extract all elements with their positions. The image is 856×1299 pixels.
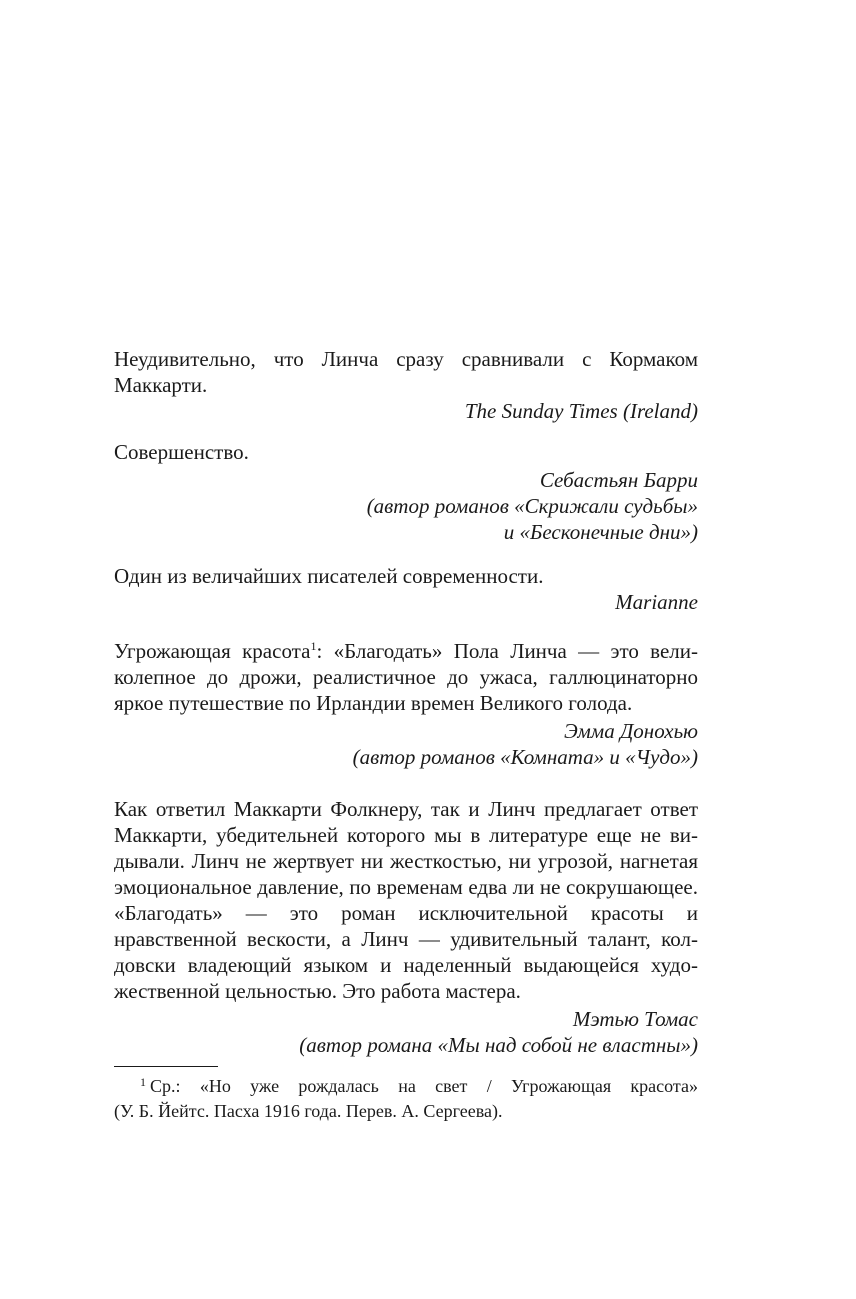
quote-3 [114,563,698,615]
footnote: 1 Ср.: «Но уже рождалась на свет / Угрожающая красота» (У. Б. Йейтс. Пасха 1916 года. Перев. А. Сергеева). [114,1074,698,1124]
quote-text [114,638,698,716]
quote-attribution [114,589,698,615]
footnote-line-1: Ср.: «Но уже рождалась на свет / Угрожающая красота» [150,1076,698,1096]
attribution-author: Мэтью Томас [572,1007,698,1031]
footnote-reference[interactable]: 1 [310,639,317,653]
quote-text: Как ответил Маккарти Фолкнеру, так и Линч предлагает ответ Маккарти, убедительней которого мы в литературе еще не видывали. Линч не жертвует ни жесткостью, ни угрозой, нагнетая эмоциональное давление, по временам едва ли не сокрушающее. «Благодать» — это роман исключительной красоты и нравственной вескости, а Линч — удивительный талант, колдовски владеющий языком и наделенный выдающейся художественной цельностью. Это работа мастера. [114,797,698,1003]
quote-text: Один из величайших писателей современности. [114,564,544,588]
attribution-source: Marianne [615,590,698,614]
quote-attribution [114,467,698,545]
quote-1 [114,346,698,424]
quote-attribution [114,398,698,424]
quote-attribution [114,718,698,770]
quote-text-start: Угрожающая красота [114,639,311,663]
quote-5 [114,796,698,1058]
attribution-note-line: (автор романов «Скрижали судьбы» [366,494,698,518]
attribution-note-line: (автор романов «Комната» и «Чудо») [352,745,698,769]
quote-2 [114,439,698,545]
attribution-author: Себастьян Барри [539,468,698,492]
attribution-note-line: (автор романа «Мы над собой не властны») [299,1033,698,1057]
quote-text: Неудивительно, что Линча сразу сравнивали с Кормаком Маккарти. [114,347,698,397]
attribution-note-line: и «Бесконечные дни») [503,520,698,544]
footnote-line-2: (У. Б. Йейтс. Пасха 1916 года. Перев. А. Сергеева). [114,1101,503,1121]
attribution-author: Эмма Донохью [563,719,698,743]
quote-text-rest: : «Благодать» Пола Линча — это великолепное до дрожи, реалистичное до ужаса, галлюцинаторно яркое путешествие по Ирландии времен Великого голода. [114,639,699,715]
footnote-divider [114,1066,218,1067]
quote-attribution [114,1006,698,1058]
quote-text: Совершенство. [114,440,249,464]
quote-4 [114,638,698,770]
attribution-source: The Sunday Times (Ireland) [464,399,698,423]
